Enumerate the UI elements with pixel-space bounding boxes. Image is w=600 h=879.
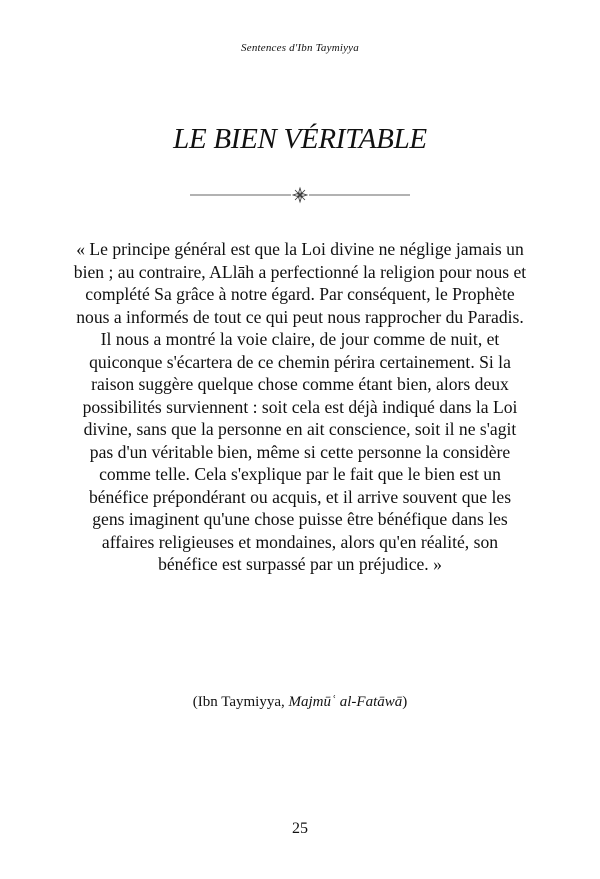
citation xyxy=(0,692,600,712)
citation-open: ( xyxy=(192,694,198,710)
citation-work: Majmūʿ al-Fatāwā xyxy=(288,694,403,710)
chapter-title: LE BIEN VÉRITABLE xyxy=(173,123,427,155)
quote-paragraph: « Le principe général est que la Loi divine ne néglige jamais un bien ; au contraire, ALlāh a perfectionné la religion pour nous et complété Sa grâce à notre égard. Par conséquent, le Prophète nous a informés de tout ce qui peut nous rapprocher du Paradis. Il nous a montré la voie claire, de jour comme de nuit, et quiconque s'écartera de ce chemin périra certainement. Si la raison suggère quelque chose comme étant bien, alors deux possibilités surviennent : soit cela est déjà indiqué dans la Loi divine, sans que la personne en ait conscience, soit il ne s'agit pas d'un véritable bien, même si cette personne la considère comme telle. Cela s'explique par le fait que le bien est un bénéfice prépondérant ou acquis, et il arrive souvent que les gens imaginent qu'une chose puisse être bénéfique dans les affaires religieuses et mondaines, alors qu'en réalité, son bénéfice est surpassé par un préjudice. » xyxy=(73,239,527,574)
citation-author: Ibn Taymiyya, xyxy=(197,694,289,710)
star-flourish-icon xyxy=(190,186,410,204)
running-header: Sentences d'Ibn Taymiyya xyxy=(241,42,359,54)
citation-close: ) xyxy=(402,694,408,710)
page-number: 25 xyxy=(292,820,308,837)
